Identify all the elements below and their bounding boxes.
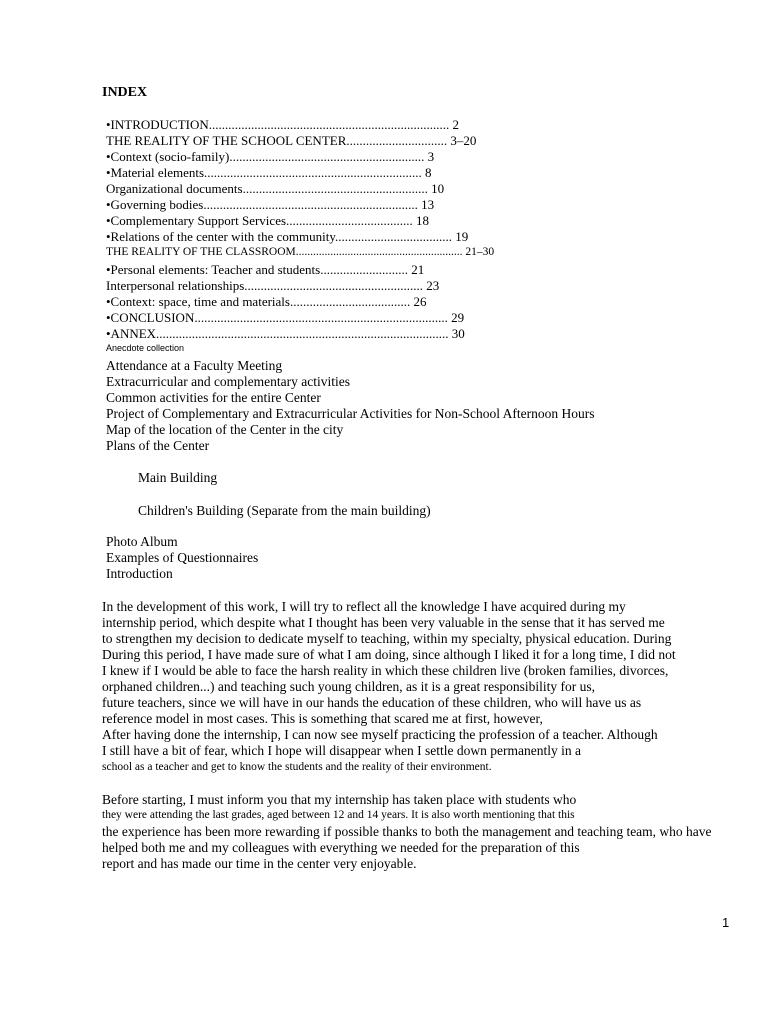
toc-entry-school-center: THE REALITY OF THE SCHOOL CENTER............................... 3–20: [106, 133, 477, 148]
toc-entry-community-relations: •Relations of the center with the community.................................... 19: [106, 229, 469, 244]
paragraph-line: After having done the internship, I can now see myself practicing the profession of a teacher. Although: [102, 727, 658, 742]
annex-subitem: Main Building: [138, 470, 218, 485]
paragraph-line: to strengthen my decision to dedicate myself to teaching, within my specialty, physical education. During: [102, 631, 672, 646]
annex-item: Common activities for the entire Center: [106, 390, 321, 405]
paragraph-line: I knew if I would be able to face the harsh reality in which these children live (broken families, divorces,: [102, 663, 669, 678]
annex-item: Project of Complementary and Extracurricular Activities for Non-School Afternoon Hours: [106, 406, 595, 421]
toc-entry-support-services: •Complementary Support Services....................................... 18: [106, 213, 430, 228]
toc-entry-governing-bodies: •Governing bodies.................................................................. 13: [106, 197, 435, 212]
annex-item: Examples of Questionnaires: [106, 550, 259, 565]
annex-item: Photo Album: [106, 534, 178, 549]
toc-entry-interpersonal-relationships: Interpersonal relationships....................................................... 23: [106, 278, 440, 293]
paragraph-line: school as a teacher and get to know the students and the reality of their environment.: [102, 761, 492, 773]
paragraph-line: In the development of this work, I will try to reflect all the knowledge I have acquired during my: [102, 599, 626, 614]
paragraph-line: internship period, which despite what I thought has been very valuable in the sense that it has served me: [102, 615, 665, 630]
paragraph-line: orphaned children...) and teaching such young children, as it is a great responsibility for us,: [102, 679, 595, 694]
paragraph-line: future teachers, since we will have in our hands the education of these children, who will have us as: [102, 695, 642, 710]
section-heading-introduction: Introduction: [106, 566, 173, 581]
toc-entry-context-socio-family: •Context (socio-family)............................................................ 3: [106, 149, 435, 164]
toc-entry-classroom: THE REALITY OF THE CLASSROOM.......................................................... 21–30: [106, 246, 495, 258]
toc-entry-space-time-materials: •Context: space, time and materials..................................... 26: [106, 294, 427, 309]
paragraph-line: the experience has been more rewarding if possible thanks to both the management and teaching team, who have: [102, 824, 712, 839]
annex-item: Plans of the Center: [106, 438, 210, 453]
annex-item: Map of the location of the Center in the city: [106, 422, 344, 437]
toc-entry-conclusion: •CONCLUSION.............................................................................. 29: [106, 310, 465, 325]
annex-subitem: Children's Building (Separate from the main building): [138, 503, 431, 518]
index-heading: INDEX: [102, 85, 148, 100]
annex-item: Attendance at a Faculty Meeting: [106, 358, 283, 373]
page-number: 1: [722, 915, 730, 930]
paragraph-line: they were attending the last grades, aged between 12 and 14 years. It is also worth mentioning that this: [102, 809, 575, 821]
paragraph-line: I still have a bit of fear, which I hope will disappear when I settle down permanently in a: [102, 743, 581, 758]
paragraph-line: During this period, I have made sure of what I am doing, since although I liked it for a long time, I did not: [102, 647, 676, 662]
annex-item: Extracurricular and complementary activities: [106, 374, 351, 389]
toc-entry-introduction: •INTRODUCTION.......................................................................... 2: [106, 117, 460, 132]
toc-entry-material-elements: •Material elements................................................................... 8: [106, 165, 432, 180]
toc-entry-personal-elements: •Personal elements: Teacher and students........................... 21: [106, 262, 425, 277]
toc-entry-annex: •ANNEX.......................................................................................... 30: [106, 326, 465, 341]
paragraph-line: reference model in most cases. This is something that scared me at first, however,: [102, 711, 543, 726]
toc-entry-organizational-documents: Organizational documents......................................................... 10: [106, 181, 445, 196]
paragraph-line: helped both me and my colleagues with everything we needed for the preparation of this: [102, 840, 580, 855]
paragraph-line: Before starting, I must inform you that my internship has taken place with students who: [102, 792, 577, 807]
paragraph-line: report and has made our time in the center very enjoyable.: [102, 856, 417, 871]
annex-caption: Anecdote collection: [106, 343, 185, 353]
